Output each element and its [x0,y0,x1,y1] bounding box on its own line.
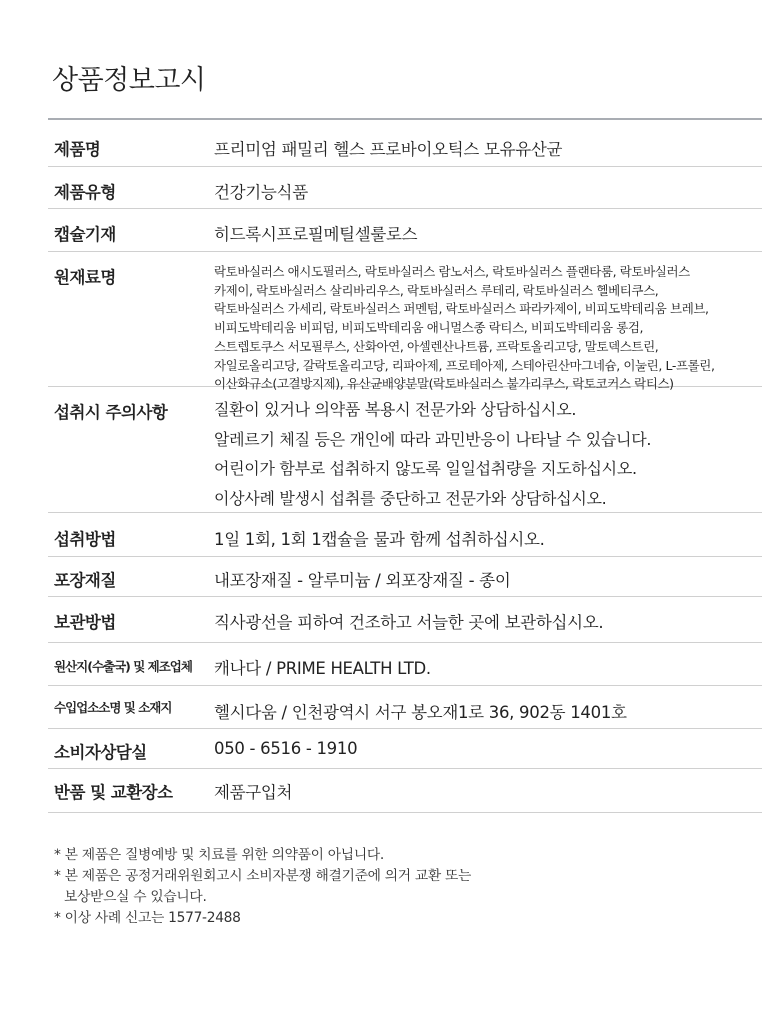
caution-line: 알레르기 체질 등은 개인에 따라 과민반응이 나타날 수 있습니다. [214,429,652,449]
label-importer: 수입업소소명 및 소재지 [54,700,172,715]
row-origin-manufacturer [48,643,762,686]
value-return-place: 제품구입처 [214,783,293,802]
value-cautions [214,387,762,512]
label-origin-manufacturer: 원산지(수출국) 및 제조업체 [54,659,192,674]
row-cautions [48,387,762,513]
label-storage: 보관방법 [54,613,116,632]
label-customer-service: 소비자상담실 [54,743,147,762]
footnotes [54,845,471,929]
product-info-table [48,118,762,813]
caution-line: 이상사례 발생시 섭취를 중단하고 전문가와 상담하십시오. [214,488,607,508]
value-product-name: 프리미엄 패밀리 헬스 프로바이오틱스 모유유산균 [214,140,563,159]
row-storage [48,597,762,643]
footnote-continuation: 보상받으실 수 있습니다. [64,889,207,905]
page-title: 상품정보고시 [52,65,206,96]
value-origin-manufacturer: 캐나다 / PRIME HEALTH LTD. [214,659,431,678]
row-ingredients [48,252,762,392]
label-cautions: 섭취시 주의사항 [54,403,168,422]
footnote: * 본 제품은 질병예방 및 치료를 위한 의약품이 아닙니다. [54,847,384,863]
row-return-place [48,769,762,813]
caution-line: 질환이 있거나 의약품 복용시 전문가와 상담하십시오. [214,400,577,419]
label-product-type: 제품유형 [54,183,116,202]
value-storage: 직사광선을 피하여 건조하고 서늘한 곳에 보관하십시오. [214,613,604,632]
row-importer [48,686,762,729]
footnote: * 본 제품은 공정거래위원회고시 소비자분쟁 해결기준에 의거 교환 또는 [54,868,472,884]
row-packaging [48,557,762,597]
row-capsule-material [48,209,762,252]
ingredients-line: 락토바실러스 가세리, 락토바실러스 퍼멘텀, 락토바실러스 파라카제이, 비피도박테리움 브레브, [214,301,709,317]
caution-line: 어린이가 함부로 섭취하지 않도록 일일섭취량을 지도하십시오. [214,459,637,478]
ingredients-line: 카제이, 락토바실러스 살리바리우스, 락토바실러스 루테리, 락토바실러스 헬베티쿠스, [214,282,659,298]
label-capsule-material: 캡슐기재 [54,225,116,244]
value-packaging: 내포장재질 - 알루미늄 / 외포장재질 - 종이 [214,571,511,590]
row-intake-method [48,513,762,557]
label-product-name: 제품명 [54,140,101,159]
value-intake-method: 1일 1회, 1회 1캡슐을 물과 함께 섭취하십시오. [214,530,545,549]
value-product-type: 건강기능식품 [214,183,308,202]
row-product-type [48,167,762,209]
ingredients-line: 락토바실러스 애시도필러스, 락토바실러스 람노서스, 락토바실러스 플랜타룸, 락토바실러스 [214,264,690,279]
value-customer-service: 050 - 6516 - 1910 [214,739,358,758]
row-product-name [48,120,762,167]
label-packaging: 포장재질 [54,571,116,590]
label-return-place: 반품 및 교환장소 [54,783,173,802]
ingredients-line: 이산화규소(고결방지제), 유산균배양분말(락토바실러스 불가리쿠스, 락토코커스 락티스) [214,376,674,392]
ingredients-line: 스트렙토쿠스 서모필루스, 산화아연, 아셀렌산나트륨, 프락토올리고당, 말토덱스트린, [214,338,659,354]
value-ingredients [214,252,762,392]
footnote: * 이상 사례 신고는 1577-2488 [54,910,241,926]
label-intake-method: 섭취방법 [54,530,116,549]
value-capsule-material: 히드록시프로필메틸셀룰로스 [214,225,418,244]
ingredients-line: 비피도박테리움 비피덤, 비피도박테리움 애니멀스종 락티스, 비피도박테리움 롱검, [214,320,644,336]
row-customer-service [48,729,762,769]
ingredients-line: 자일로올리고당, 갈락토올리고당, 리파아제, 프로테아제, 스테아린산마그네슘, 이눌린, L-프롤린, [214,357,715,373]
label-ingredients: 원재료명 [54,268,116,287]
value-importer: 헬시다움 / 인천광역시 서구 봉오재1로 36, 902동 1401호 [214,703,627,722]
